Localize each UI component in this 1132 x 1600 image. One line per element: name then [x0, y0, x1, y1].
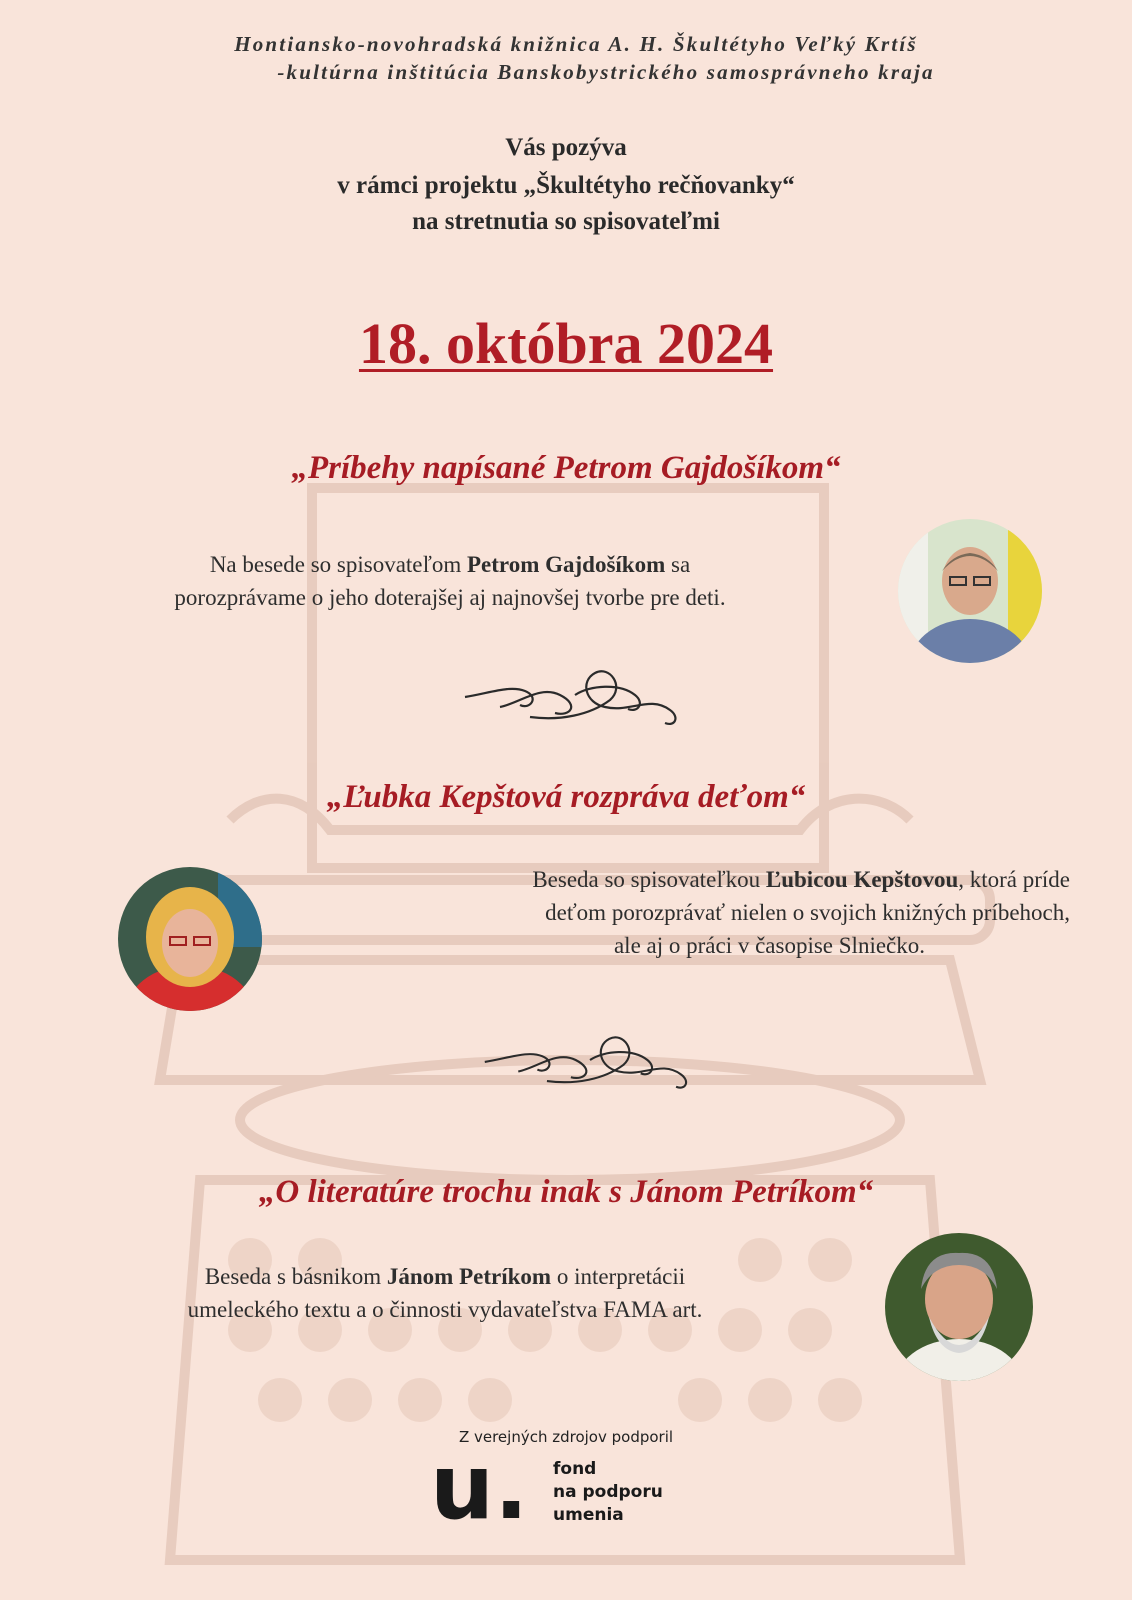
author-photo-jan-petrik [885, 1233, 1033, 1381]
event-3-description [100, 1260, 790, 1326]
event-2-desc-line-3: ale aj o práci v časopise Slniečko. [613, 933, 925, 958]
event-3-desc-line-1: Beseda s básnikom Jánom Petríkom o interpretácii [204, 1264, 686, 1289]
fpu-logo-line-3: umenia [553, 1505, 624, 1525]
event-2-title: „Ľubka Kepštová rozpráva deťom“ [326, 779, 806, 815]
fpu-logo-line-1: fond [553, 1459, 597, 1479]
fpu-logo-text [553, 1458, 663, 1527]
invite-line-1: Vás pozýva [505, 134, 627, 161]
event-1-desc-line-2: porozprávame o jeho doterajšej aj najnovšej tvorbe pre deti. [174, 585, 726, 610]
event-1-desc-line-1: Na besede so spisovateľom Petrom Gajdošíkom sa [209, 552, 691, 577]
event-1-description [60, 548, 840, 614]
author-photo-lubica-kepstova [118, 867, 262, 1011]
library-name: Hontiansko-novohradská knižnica A. H. Škultétyho Veľký Krtíš [234, 32, 918, 56]
event-1-title: „Príbehy napísané Petrom Gajdošíkom“ [291, 450, 841, 486]
event-date: 18. októbra 2024 [358, 311, 774, 376]
library-affiliation: -kultúrna inštitúcia Banskobystrického samosprávneho kraja [277, 60, 935, 84]
fpu-logo-mark: u. [430, 1435, 529, 1540]
event-2-desc-line-2: deťom porozprávať nielen o svojich knižných príbehoch, [545, 900, 1070, 925]
invite-line-2: v rámci projektu „Škultétyho rečňovanky“ [337, 172, 795, 199]
event-3-desc-line-2: umeleckého textu a o činnosti vydavateľstva FAMA art. [187, 1297, 703, 1322]
event-3-title: „O literatúre trochu inak s Jánom Petríkom“ [258, 1174, 874, 1210]
invite-line-3: na stretnutia so spisovateľmi [412, 208, 720, 235]
event-2-description [340, 863, 1070, 962]
fpu-logo-line-2: na podporu [553, 1482, 663, 1502]
support-text: Z verejných zdrojov podporil [458, 1428, 674, 1446]
author-photo-peter-gajdosik [898, 519, 1042, 663]
flourish-ornament-2 [480, 1020, 700, 1100]
flourish-ornament-1 [460, 655, 690, 735]
event-2-desc-line-1: Beseda so spisovateľkou Ľubicou Kepštovou, ktorá príde [532, 867, 1070, 892]
